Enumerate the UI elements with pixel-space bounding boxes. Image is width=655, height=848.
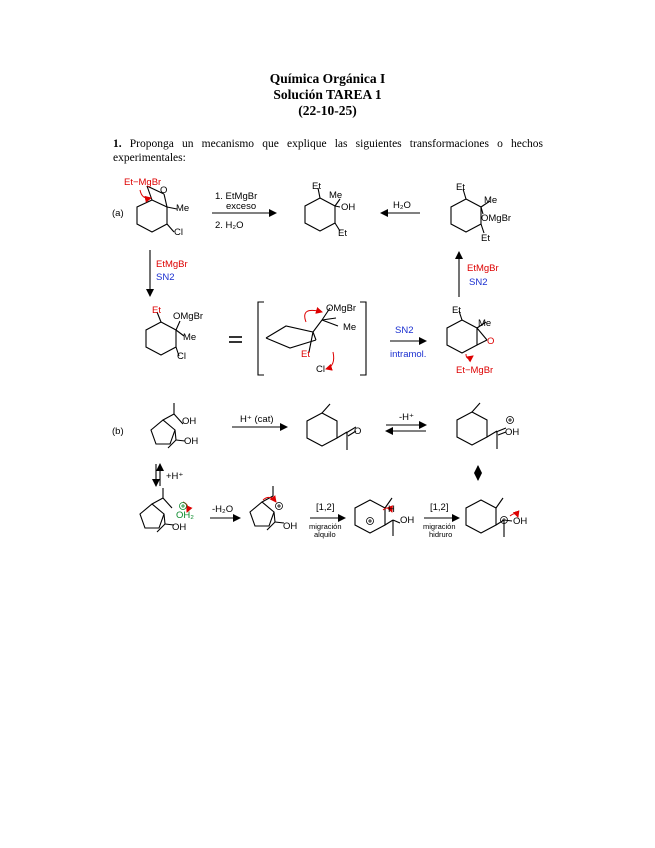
- minus-water-label: -H₂O: [212, 504, 234, 515]
- bracket-et: Et: [301, 349, 310, 360]
- intermediate-ring: [146, 322, 176, 355]
- oxonium-oh: OH: [172, 522, 187, 533]
- step1: 1. EtMgBr: [215, 191, 258, 202]
- epoxide-ring: [447, 320, 477, 353]
- mech-left: SN2: [156, 272, 175, 283]
- int1-omgbr: OMgBr: [173, 311, 204, 322]
- sm-cl: Cl: [174, 227, 183, 238]
- step1b: exceso: [226, 201, 257, 212]
- shift2-label: [1,2]: [430, 502, 449, 513]
- shift2-a: migración: [423, 522, 456, 531]
- question-number: 1.: [113, 138, 122, 150]
- h2o-label: H₂O: [393, 200, 411, 211]
- shift1-a: migración: [309, 522, 342, 531]
- final-oh: OH: [513, 516, 528, 527]
- alk-omgbr: OMgBr: [481, 213, 512, 224]
- cat-oh: OH: [283, 521, 298, 532]
- ep-reagent: Et−MgBr: [456, 365, 494, 376]
- int1-et: Et: [152, 305, 161, 316]
- ring-h: H: [388, 504, 395, 515]
- bracket-omgbr: OMgBr: [326, 303, 357, 314]
- label-b: (b): [112, 426, 124, 437]
- alk-et: Et: [456, 182, 465, 193]
- ep-me: Me: [478, 318, 492, 329]
- reagent-top: Et−MgBr: [124, 177, 162, 188]
- reagent-right: EtMgBr: [467, 263, 499, 274]
- bracket-me: Me: [343, 322, 357, 333]
- alk-me: Me: [484, 195, 498, 206]
- alk-et2: Et: [481, 233, 490, 244]
- cat-label: H⁺ (cat): [240, 414, 274, 425]
- int1-cl: Cl: [177, 351, 186, 362]
- alkoxide-ring: [451, 199, 481, 232]
- shift1-label: [1,2]: [316, 502, 335, 513]
- oxonium-ring: [140, 504, 164, 528]
- prot-label: +H⁺: [166, 471, 184, 482]
- ep-et: Et: [452, 305, 461, 316]
- oxonium-label: OH₂: [176, 510, 194, 521]
- shift1-b: alquilo: [314, 530, 336, 539]
- ketone-o: O: [354, 426, 362, 437]
- diol-oh2: OH: [184, 436, 199, 447]
- step2: 2. H₂O: [215, 220, 244, 231]
- ketone-ring: [307, 413, 337, 446]
- oxocarbenium-ring: [457, 412, 487, 445]
- diol-oh1: OH: [182, 416, 197, 427]
- product-ring: [305, 198, 335, 231]
- bracket-right: [360, 302, 366, 375]
- sm-me: Me: [176, 203, 190, 214]
- expanded-ring: [355, 500, 385, 533]
- deprot-label: -H⁺: [399, 412, 415, 423]
- bracket-cl: Cl: [316, 364, 325, 375]
- prod-oh: OH: [341, 202, 356, 213]
- shift2-b: hidruro: [429, 530, 453, 539]
- label-a: (a): [112, 208, 124, 219]
- arrow-sub-label: intramol.: [390, 349, 427, 360]
- bracket-left: [258, 302, 264, 375]
- chair-conformer: [266, 320, 338, 348]
- prod-et2: Et: [338, 228, 347, 239]
- reagent-left: EtMgBr: [156, 259, 188, 270]
- course-title: Química Orgánica I: [269, 71, 386, 86]
- sm-ring: [137, 200, 167, 232]
- int1-me: Me: [183, 332, 197, 343]
- question-text: Proponga un mecanismo que explique las siguientes transformaciones o hechos experimentales:: [113, 138, 543, 164]
- prod-et: Et: [312, 181, 321, 192]
- ep-o: O: [487, 336, 495, 347]
- arrow-mech-label: SN2: [395, 325, 414, 336]
- final-ring: [466, 500, 496, 533]
- diol-ring: [151, 420, 175, 444]
- carbocation-ring: [250, 502, 274, 526]
- sm-o: O: [160, 185, 168, 196]
- oxo-oh: OH: [505, 427, 520, 438]
- ring-oh: OH: [400, 515, 415, 526]
- prod-me: Me: [329, 190, 343, 201]
- mech-right: SN2: [469, 277, 488, 288]
- document-date: (22-10-25): [298, 103, 357, 118]
- document-title: Solución TAREA 1: [273, 87, 382, 102]
